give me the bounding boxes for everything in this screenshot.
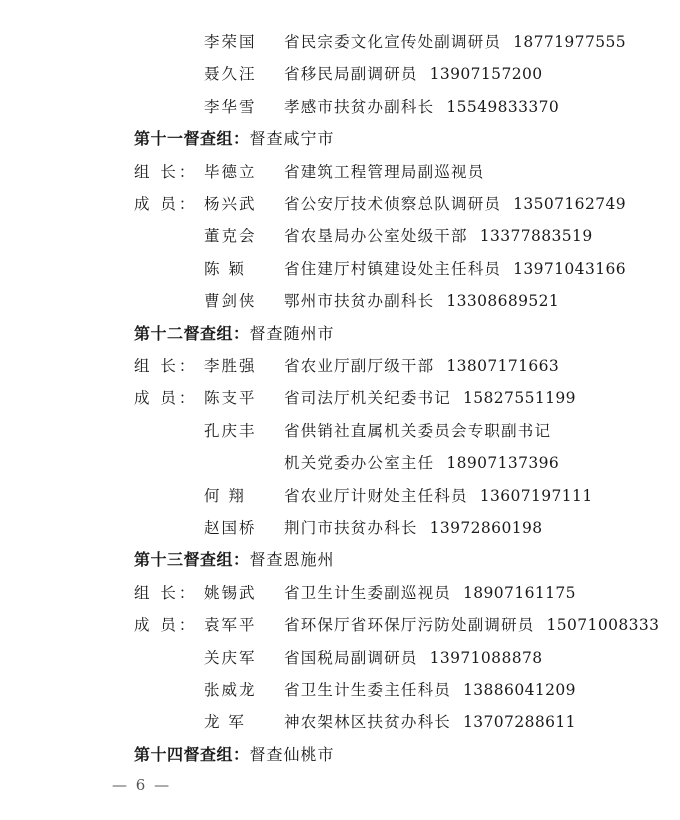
member-title-line: [284, 642, 543, 674]
member-title: 省农垦局办公室处级干部: [284, 227, 468, 246]
group-target: 督查咸宁市: [249, 129, 335, 149]
member-row: [0, 415, 680, 447]
member-phone: 13377883519: [479, 227, 593, 246]
member-phone: 13807171663: [446, 357, 560, 375]
member-title-line: [284, 350, 559, 382]
member-title-line: [284, 220, 593, 252]
member-phone: 13707288611: [463, 713, 576, 732]
member-title-line: [284, 382, 576, 414]
member-name: 何 翔: [204, 486, 246, 505]
group-title: 第十一督查组：: [134, 129, 250, 149]
member-title-line: [284, 577, 576, 609]
member-title: 省供销社直属机关委员会专职副书记: [284, 421, 552, 440]
group-target: 督查随州市: [249, 323, 335, 343]
member-phone: 13972860198: [429, 519, 543, 537]
member-name: 李荣国: [204, 33, 257, 51]
member-role: 成 员：: [134, 389, 198, 408]
member-name: 聂久汪: [204, 65, 257, 84]
member-title-line: [284, 706, 576, 738]
member-name: 李胜强: [204, 357, 257, 375]
group-heading-text: [134, 123, 335, 155]
member-name: 陈 颖: [204, 259, 246, 278]
member-name: 李华雪: [204, 97, 257, 116]
member-name: 陈支平: [204, 389, 257, 408]
member-title-line: [284, 253, 626, 285]
member-phone: 13886041209: [463, 681, 576, 699]
member-title: 孝感市扶贫办副科长: [284, 97, 435, 116]
member-title-line: [284, 447, 559, 479]
member-name: 关庆军: [204, 648, 257, 667]
member-role: 成 员：: [134, 616, 198, 635]
member-title-line: [284, 26, 626, 58]
member-row: [0, 188, 680, 220]
member-row: [0, 156, 680, 188]
member-phone: 13607197111: [479, 486, 593, 505]
member-title: 省民宗委文化宣传处副调研员: [284, 33, 502, 51]
member-title-line: [284, 156, 484, 188]
group-heading-text: [134, 318, 335, 350]
member-phone: 15827551199: [463, 389, 576, 408]
member-row: [0, 253, 680, 285]
group-title: 第十二督查组：: [134, 323, 250, 343]
group-target: 督查恩施州: [249, 550, 335, 570]
member-row: [0, 609, 680, 641]
member-role: 组 长：: [134, 162, 198, 181]
member-role: 成 员：: [134, 195, 198, 213]
member-phone: 15549833370: [446, 97, 560, 116]
member-row: [0, 350, 680, 382]
member-phone: 13971088878: [429, 648, 543, 667]
group-heading: [0, 318, 680, 350]
group-heading: [0, 544, 680, 576]
member-role: 组 长：: [134, 583, 198, 602]
member-row: [0, 512, 680, 544]
member-title-line: [284, 285, 559, 317]
member-row: [0, 447, 680, 479]
member-phone: 18907137396: [446, 454, 560, 473]
member-name: 袁军平: [204, 616, 257, 635]
page-number: — 6 —: [112, 776, 172, 794]
member-title-line: [284, 188, 626, 220]
member-title-line: [284, 609, 659, 641]
member-title-line: [284, 415, 551, 447]
member-phone: 13971043166: [513, 259, 626, 278]
member-phone: 13907157200: [429, 65, 543, 84]
member-role: 组 长：: [134, 357, 198, 375]
member-row: [0, 674, 680, 706]
member-name: 龙 军: [204, 713, 246, 732]
member-name: 杨兴武: [204, 195, 257, 213]
member-title-line: [284, 91, 559, 123]
member-name: 赵国桥: [204, 519, 257, 537]
member-title: 省卫生计生委副巡视员: [284, 583, 452, 602]
member-title: 荆门市扶贫办科长: [284, 519, 418, 537]
member-row: [0, 285, 680, 317]
member-row: [0, 642, 680, 674]
member-title: 省公安厅技术侦察总队调研员: [284, 195, 502, 213]
member-title-line: [284, 58, 543, 90]
group-heading-text: [134, 739, 335, 771]
member-title: 省司法厅机关纪委书记: [284, 389, 452, 408]
member-title: 鄂州市扶贫办副科长: [284, 292, 435, 311]
group-heading-text: [134, 544, 335, 576]
group-heading: [0, 123, 680, 155]
member-title: 省建筑工程管理局副巡视员: [284, 162, 485, 181]
member-name: 孔庆丰: [204, 421, 257, 440]
member-row: [0, 220, 680, 252]
member-phone: 13507162749: [513, 195, 626, 213]
member-title: 省农业厅计财处主任科员: [284, 486, 468, 505]
member-title: 神农架林区扶贫办科长: [284, 713, 452, 732]
group-title: 第十四督查组：: [134, 744, 250, 764]
member-title: 省卫生计生委主任科员: [284, 681, 452, 699]
member-row: [0, 577, 680, 609]
member-title: 省环保厅省环保厅污防处副调研员: [284, 616, 535, 635]
member-row: [0, 58, 680, 90]
member-title-line: [284, 674, 576, 706]
member-name: 曹剑侠: [204, 292, 257, 311]
member-title: 省住建厅村镇建设处主任科员: [284, 259, 502, 278]
member-phone: 13308689521: [446, 292, 560, 311]
member-name: 董克会: [204, 227, 257, 246]
member-row: [0, 706, 680, 738]
member-phone: 18907161175: [463, 583, 576, 602]
member-name: 毕德立: [204, 162, 257, 181]
member-phone: 18771977555: [513, 33, 626, 51]
member-row: [0, 91, 680, 123]
member-name: 张威龙: [204, 681, 257, 699]
member-title: 省移民局副调研员: [284, 65, 418, 84]
member-row: [0, 480, 680, 512]
member-row: [0, 382, 680, 414]
group-heading: [0, 739, 680, 771]
member-row: [0, 26, 680, 58]
member-title: 机关党委办公室主任: [284, 454, 435, 473]
member-title: 省国税局副调研员: [284, 648, 418, 667]
member-title: 省农业厅副厅级干部: [284, 357, 435, 375]
member-phone: 15071008333: [546, 616, 660, 635]
member-name: 姚锡武: [204, 583, 257, 602]
member-title-line: [284, 512, 543, 544]
member-title-line: [284, 480, 593, 512]
group-target: 督查仙桃市: [249, 744, 335, 764]
group-title: 第十三督查组：: [134, 550, 250, 570]
